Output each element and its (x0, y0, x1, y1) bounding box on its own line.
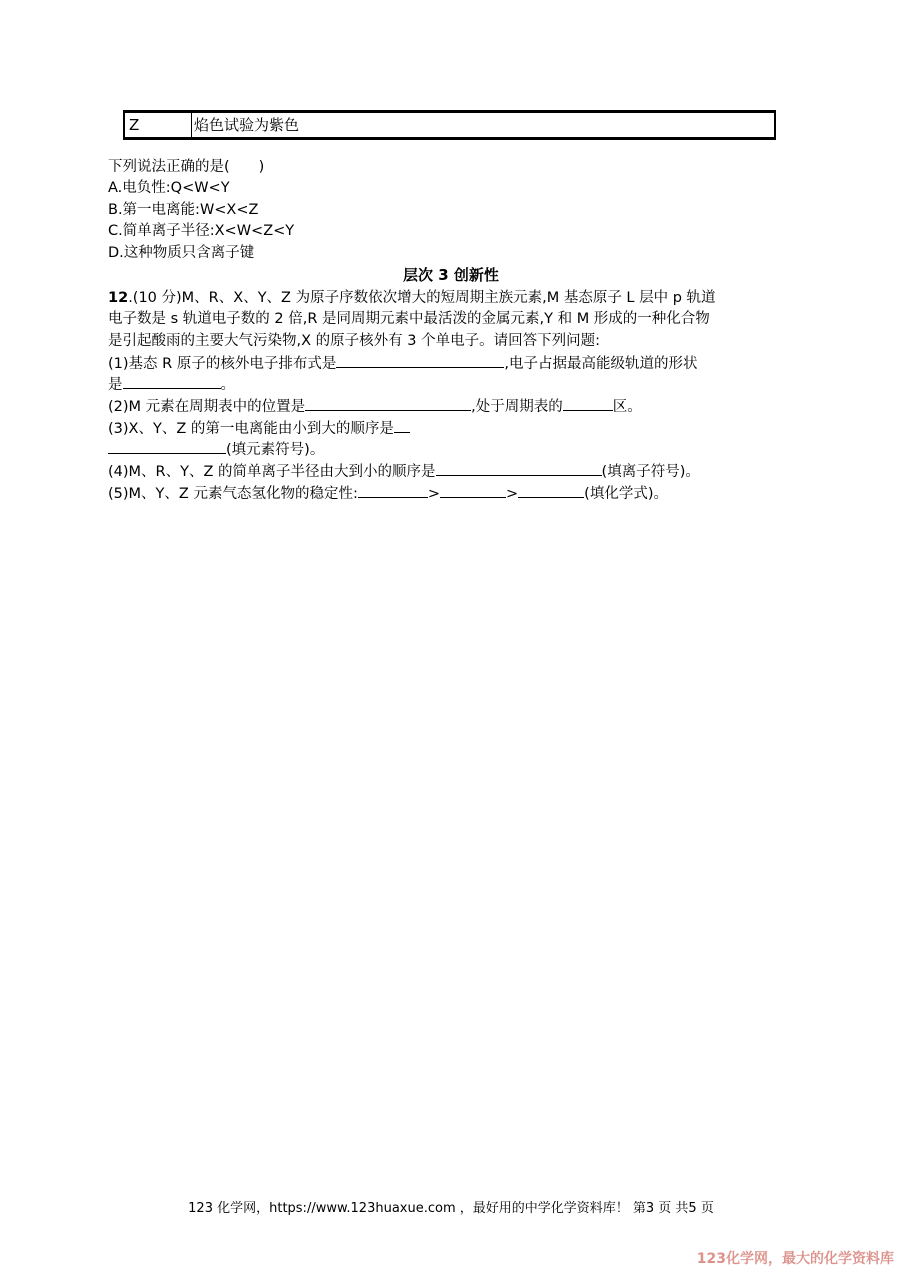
subquestion-1-text-c: 是 (108, 377, 123, 393)
option-a: A.电负性:Q<W<Y (108, 180, 230, 196)
page-footer: 123 化学网，https://www.123huaxue.com ，最好用的中学化学资料库！ 第3 页 共5 页 (188, 1201, 714, 1216)
table-cell-symbol: Z (125, 113, 192, 137)
option-c: C.简单离子半径:X<W<Z<Y (108, 223, 295, 239)
subquestion-2 (108, 396, 642, 417)
answer-blank[interactable] (436, 461, 602, 476)
subquestion-1 (108, 353, 697, 374)
subquestion-5-text: (5)M、Y、Z 元素气态氢化物的稳定性: (108, 486, 358, 502)
answer-blank[interactable] (336, 353, 504, 368)
greater-than-sign: > (427, 486, 440, 502)
question-number: 12 (108, 290, 129, 306)
question12-line3: 是引起酸雨的主要大气污染物,X 的原子核外有 3 个单电子。请回答下列问题: (108, 333, 600, 349)
watermark: 123化学网，最大的化学资料库 (696, 1251, 894, 1267)
subquestion-4-text: (4)M、R、Y、Z 的简单离子半径由大到小的顺序是 (108, 464, 436, 480)
subquestion-3-text: (3)X、Y、Z 的第一电离能由小到大的顺序是 (108, 421, 394, 437)
answer-blank[interactable] (305, 396, 471, 411)
subquestion-3-cont (108, 439, 324, 460)
subquestion-5 (108, 483, 668, 504)
subquestion-3 (108, 418, 410, 439)
answer-blank[interactable] (440, 483, 506, 498)
question-stem: 下列说法正确的是( ) (108, 159, 265, 175)
table-cell-description: 焰色试验为紫色 (194, 116, 300, 134)
question12-line1 (108, 288, 716, 308)
question12-text1: .(10 分)M、R、X、Y、Z 为原子序数依次增大的短周期主族元素,M 基态原子 L 层中 p 轨道 (128, 290, 716, 306)
element-table-row (123, 110, 776, 140)
subquestion-1-text-b: ,电子占据最高能级轨道的形状 (504, 356, 698, 372)
subquestion-1-cont (108, 374, 235, 395)
section-title: 层次 3 创新性 (403, 266, 499, 284)
subquestion-4-text-b: (填离子符号)。 (601, 464, 700, 480)
answer-blank[interactable] (358, 483, 428, 498)
question12-line2: 电子数是 s 轨道电子数的 2 倍,R 是同周期元素中最活泼的金属元素,Y 和 M 形成的一种化合物 (108, 311, 710, 327)
answer-blank[interactable] (563, 396, 613, 411)
option-b: B.第一电离能:W<X<Z (108, 202, 259, 218)
answer-blank[interactable] (518, 483, 584, 498)
subquestion-1-text: (1)基态 R 原子的核外电子排布式是 (108, 356, 337, 372)
subquestion-2-text: (2)M 元素在周期表中的位置是 (108, 399, 306, 415)
answer-blank[interactable] (394, 418, 410, 433)
answer-blank[interactable] (123, 374, 221, 389)
option-d: D.这种物质只含离子键 (108, 245, 255, 261)
subquestion-1-text-d: 。 (220, 377, 235, 393)
subquestion-2-text-c: 区。 (612, 399, 642, 415)
answer-blank[interactable] (108, 439, 226, 454)
subquestion-2-text-b: ,处于周期表的 (471, 399, 563, 415)
greater-than-sign: > (506, 486, 519, 502)
subquestion-4 (108, 461, 700, 482)
subquestion-5-text-end: (填化学式)。 (584, 486, 668, 502)
subquestion-3-text-b: (填元素符号)。 (226, 442, 325, 458)
